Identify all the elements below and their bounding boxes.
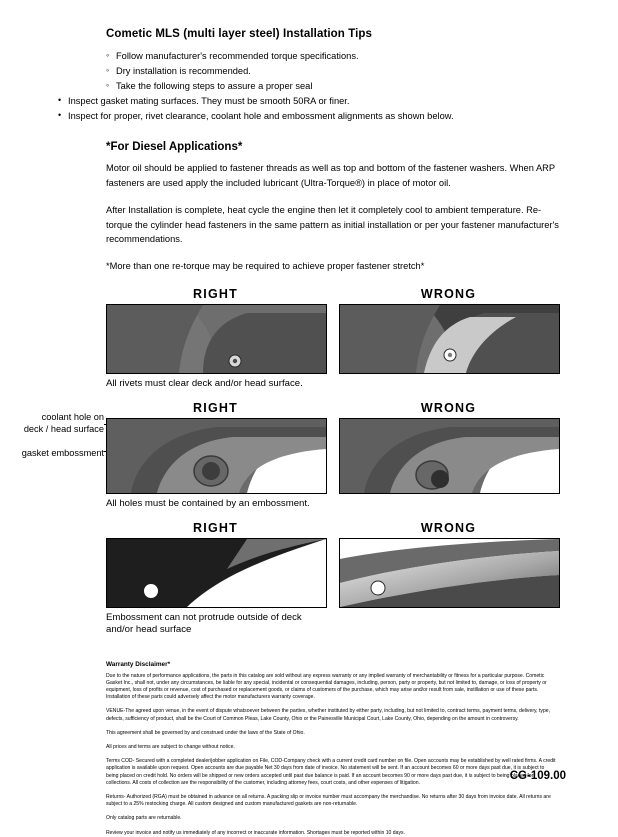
callout-line-2: deck / head surface xyxy=(23,423,104,434)
page-title: Cometic MLS (multi layer steel) Installation Tips xyxy=(106,28,373,40)
figure-image xyxy=(339,418,560,494)
warranty-paragraph: VENUE-The agreed upon venue, in the event of dispute whatsoever between the parties, whether instituted by either party, including, but not limited to, contract terms, payment terms, delivery, type, defects, sufficiency of product, shall be the Court of Common Pleas, Lake County, Ohio or the Painesville Municipal Court, Lake County, Ohio, depending on the amount in controversy. xyxy=(106,708,551,722)
list-item: ◦ Follow manufacturer's recommended torque specifications. xyxy=(106,49,574,64)
list-item: ◦ Dry installation is recommended. xyxy=(106,64,574,79)
warranty-paragraph: Returns- Authorized (RGA) must be obtained in advance on all returns. A packing slip or invoice number must accompany the merchandise. No returns after 30 days from invoice date. All returns are subject to a 25% restocking charge. All custom designed and custom manufactured gaskets are non-returnable. xyxy=(106,793,551,808)
figure-caption-line-1: Embossment can not protrude outside of deck xyxy=(106,611,302,623)
figure-holes-wrong xyxy=(339,401,558,494)
diesel-paragraph-1: Motor oil should be applied to fastener threads as well as top and bottom of the fastener washers. When ARP fasteners are used apply the included lubricant (Ultra-Torque®) in place of motor oil. xyxy=(106,163,555,188)
figure-holes-right xyxy=(106,401,325,494)
warranty-section xyxy=(106,661,558,837)
list-item: • Inspect for proper, rivet clearance, coolant hole and embossment alignments as shown below. xyxy=(58,109,574,124)
figure-caption: All rivets must clear deck and/or head surface. xyxy=(106,377,303,389)
list-item: ◦ Take the following steps to assure a proper seal xyxy=(106,79,574,94)
diesel-paragraph-2: After Installation is complete, heat cycle the engine then let it completely cool to ambient temperature. Re-torque the cylinder head fasteners in the same pattern as initial installation or per your fastener manufacturer's recommendations. xyxy=(106,205,559,244)
warranty-paragraph: All prices and terms are subject to change without notice. xyxy=(106,743,235,750)
figure-rivets xyxy=(106,287,558,389)
tips-sublist xyxy=(58,94,574,124)
callout-coolant-hole xyxy=(0,411,104,435)
figure-label-wrong: WRONG xyxy=(420,286,477,301)
figure-label-wrong: WRONG xyxy=(420,520,477,535)
warranty-paragraph: Review your invoice and notify us immediately of any incorrect or inaccurate information. Shortages must be reported within 10 days. xyxy=(106,829,405,836)
figure-image xyxy=(106,418,327,494)
figure-protrusion xyxy=(106,521,558,637)
figure-protrusion-right xyxy=(106,521,325,608)
figure-image xyxy=(339,304,560,374)
diesel-heading: *For Diesel Applications* xyxy=(106,141,243,153)
figure-rivets-right xyxy=(106,287,325,374)
warranty-paragraph: Due to the nature of performance applications, the parts in this catalog are sold without any express warranty or any implied warranty of merchantability or fitness for a particular purpose. Cometic Gasket Inc., shall not, under any circumstances, be liable for any special, incidental or consequential damages, including, person, party or property, but not limited to, damage, or loss of property or equipment, loss of profits or revenue, cost of purchased or replacement goods, or claims of customers of the purchase, which may arise and/or result from sale, instillation or use of these parts. Installation of these parts could adversely affect the motor manufacturers warranty coverage. xyxy=(106,672,547,701)
callout-line-1: coolant hole on xyxy=(41,411,104,422)
figure-label-wrong: WRONG xyxy=(420,400,477,415)
retorque-note: *More than one re-torque may be required to achieve proper fastener stretch* xyxy=(106,260,425,271)
figure-image xyxy=(339,538,560,608)
warranty-paragraph: Terms COD- Secured with a completed dealer/jobber application on File, COD-Company check with a current credit card number on file. Open accounts may be established by well rated firms. A credit application is available upon request. Open accounts are due payable Net 30 days from date of invoice. No statement will be sent. If an account becomes 60 or more days past due, it is subject to being placed on credit hold. No orders will be shipped or new orders accepted until past due balance is paid. If an account becomes 90 or more days past due, it is subject to being placed for collections. All costs of collection are the responsibility of the customer, including attorney fees, court costs, and other expenses of litigation. xyxy=(106,758,556,786)
figure-label-right: RIGHT xyxy=(193,286,238,301)
figure-label-right: RIGHT xyxy=(193,520,238,535)
document-number: CG-109.00 xyxy=(509,770,566,782)
figure-holes xyxy=(21,400,558,509)
figure-section xyxy=(21,286,558,637)
warranty-paragraph: This agreement shall be governed by and construed under the laws of the State of Ohio. xyxy=(106,729,305,736)
figure-caption: All holes must be contained by an embossment. xyxy=(106,497,310,509)
list-item: • Inspect gasket mating surfaces. They must be smooth 50RA or finer. xyxy=(58,94,574,109)
figure-caption-line-2: and/or head surface xyxy=(106,624,192,635)
figure-label-right: RIGHT xyxy=(193,400,238,415)
figure-protrusion-wrong xyxy=(339,521,558,608)
warranty-paragraph: Only catalog parts are returnable. xyxy=(106,815,182,822)
tips-list xyxy=(106,49,574,94)
warranty-heading: Warranty Disclaimer* xyxy=(106,660,171,668)
figure-rivets-wrong xyxy=(339,287,558,374)
callout-gasket-embossment: gasket embossment xyxy=(21,447,104,458)
figure-caption xyxy=(106,612,558,637)
figure-image xyxy=(106,304,327,374)
figure-image xyxy=(106,538,327,608)
